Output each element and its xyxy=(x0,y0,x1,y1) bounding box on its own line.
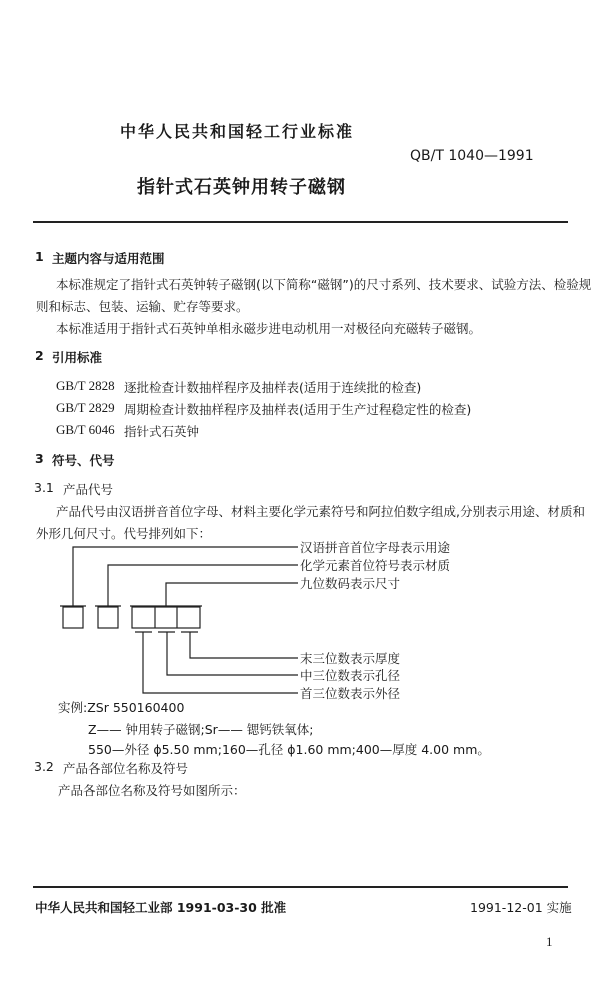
product-code-diagram xyxy=(0,530,600,705)
footer-rule xyxy=(33,886,568,888)
section3-title: 符号、代号 xyxy=(52,453,115,468)
s31-line2: 外形几何尺寸。代号排列如下： xyxy=(36,526,212,541)
ref-code: GB/T 2829 xyxy=(56,400,115,415)
diagram-label: 化学元素首位符号表示材质 xyxy=(300,558,451,573)
effective-date: 1991-12-01 实施 xyxy=(470,900,572,915)
diagram-label: 九位数码表示尺寸 xyxy=(300,576,401,591)
code-box-usage xyxy=(63,607,83,628)
s31-title: 产品代号 xyxy=(63,482,114,497)
section2-title: 引用标准 xyxy=(52,350,103,365)
section2-number: 2 xyxy=(35,348,44,363)
doc-title: 指针式石英钟用转子磁钢 xyxy=(137,177,346,198)
s32-number: 3.2 xyxy=(34,759,54,774)
section3-number: 3 xyxy=(35,451,44,466)
example-line2: Z—— 钟用转子磁钢;Sr—— 锶钙铁氧体; xyxy=(88,722,314,737)
diagram-label: 汉语拼音首位字母表示用途 xyxy=(300,540,451,555)
section1-para1-line2: 则和标志、包装、运输、贮存等要求。 xyxy=(36,299,249,314)
section1-title: 主题内容与适用范围 xyxy=(52,251,165,266)
ref-title: 指针式石英钟 xyxy=(124,424,200,439)
example-line3: 550—外径 ϕ5.50 mm;160—孔径 ϕ1.60 mm;400—厚度 4.00 mm。 xyxy=(88,742,490,757)
section1-number: 1 xyxy=(35,249,44,264)
section1-para1-line1: 本标准规定了指针式石英钟转子磁钢(以下简称“磁钢”)的尺寸系列、技术要求、试验方法、检验规 xyxy=(56,277,592,292)
s31-number: 3.1 xyxy=(34,480,54,495)
ref-code: GB/T 6046 xyxy=(56,422,115,437)
page-number: 1 xyxy=(546,934,553,949)
s31-line1: 产品代号由汉语拼音首位字母、材料主要化学元素符号和阿拉伯数字组成,分别表示用途、材质和 xyxy=(56,504,585,519)
diagram-label: 中三位数表示孔径 xyxy=(300,668,401,683)
s32-line1: 产品各部位名称及符号如图所示： xyxy=(58,783,246,798)
header-rule xyxy=(33,221,568,223)
org-title: 中华人民共和国轻工行业标准 xyxy=(120,122,355,141)
standard-code: QB/T 1040—1991 xyxy=(410,148,534,164)
code-box-material xyxy=(98,607,118,628)
diagram-label: 首三位数表示外径 xyxy=(300,686,401,701)
ref-title: 周期检查计数抽样程序及抽样表(适用于生产过程稳定性的检查) xyxy=(124,402,472,417)
section1-para2: 本标准适用于指针式石英钟单相永磁步进电动机用一对极径向充磁转子磁钢。 xyxy=(56,321,482,336)
ref-code: GB/T 2828 xyxy=(56,378,115,393)
diagram-label: 末三位数表示厚度 xyxy=(300,651,401,666)
approval-text: 中华人民共和国轻工业部 1991-03-30 批准 xyxy=(35,900,287,915)
code-box-size xyxy=(132,607,200,628)
example-code: 实例:ZSr 550160400 xyxy=(58,700,185,715)
ref-title: 逐批检查计数抽样程序及抽样表(适用于连续批的检查) xyxy=(124,380,422,395)
s32-title: 产品各部位名称及符号 xyxy=(63,761,189,776)
